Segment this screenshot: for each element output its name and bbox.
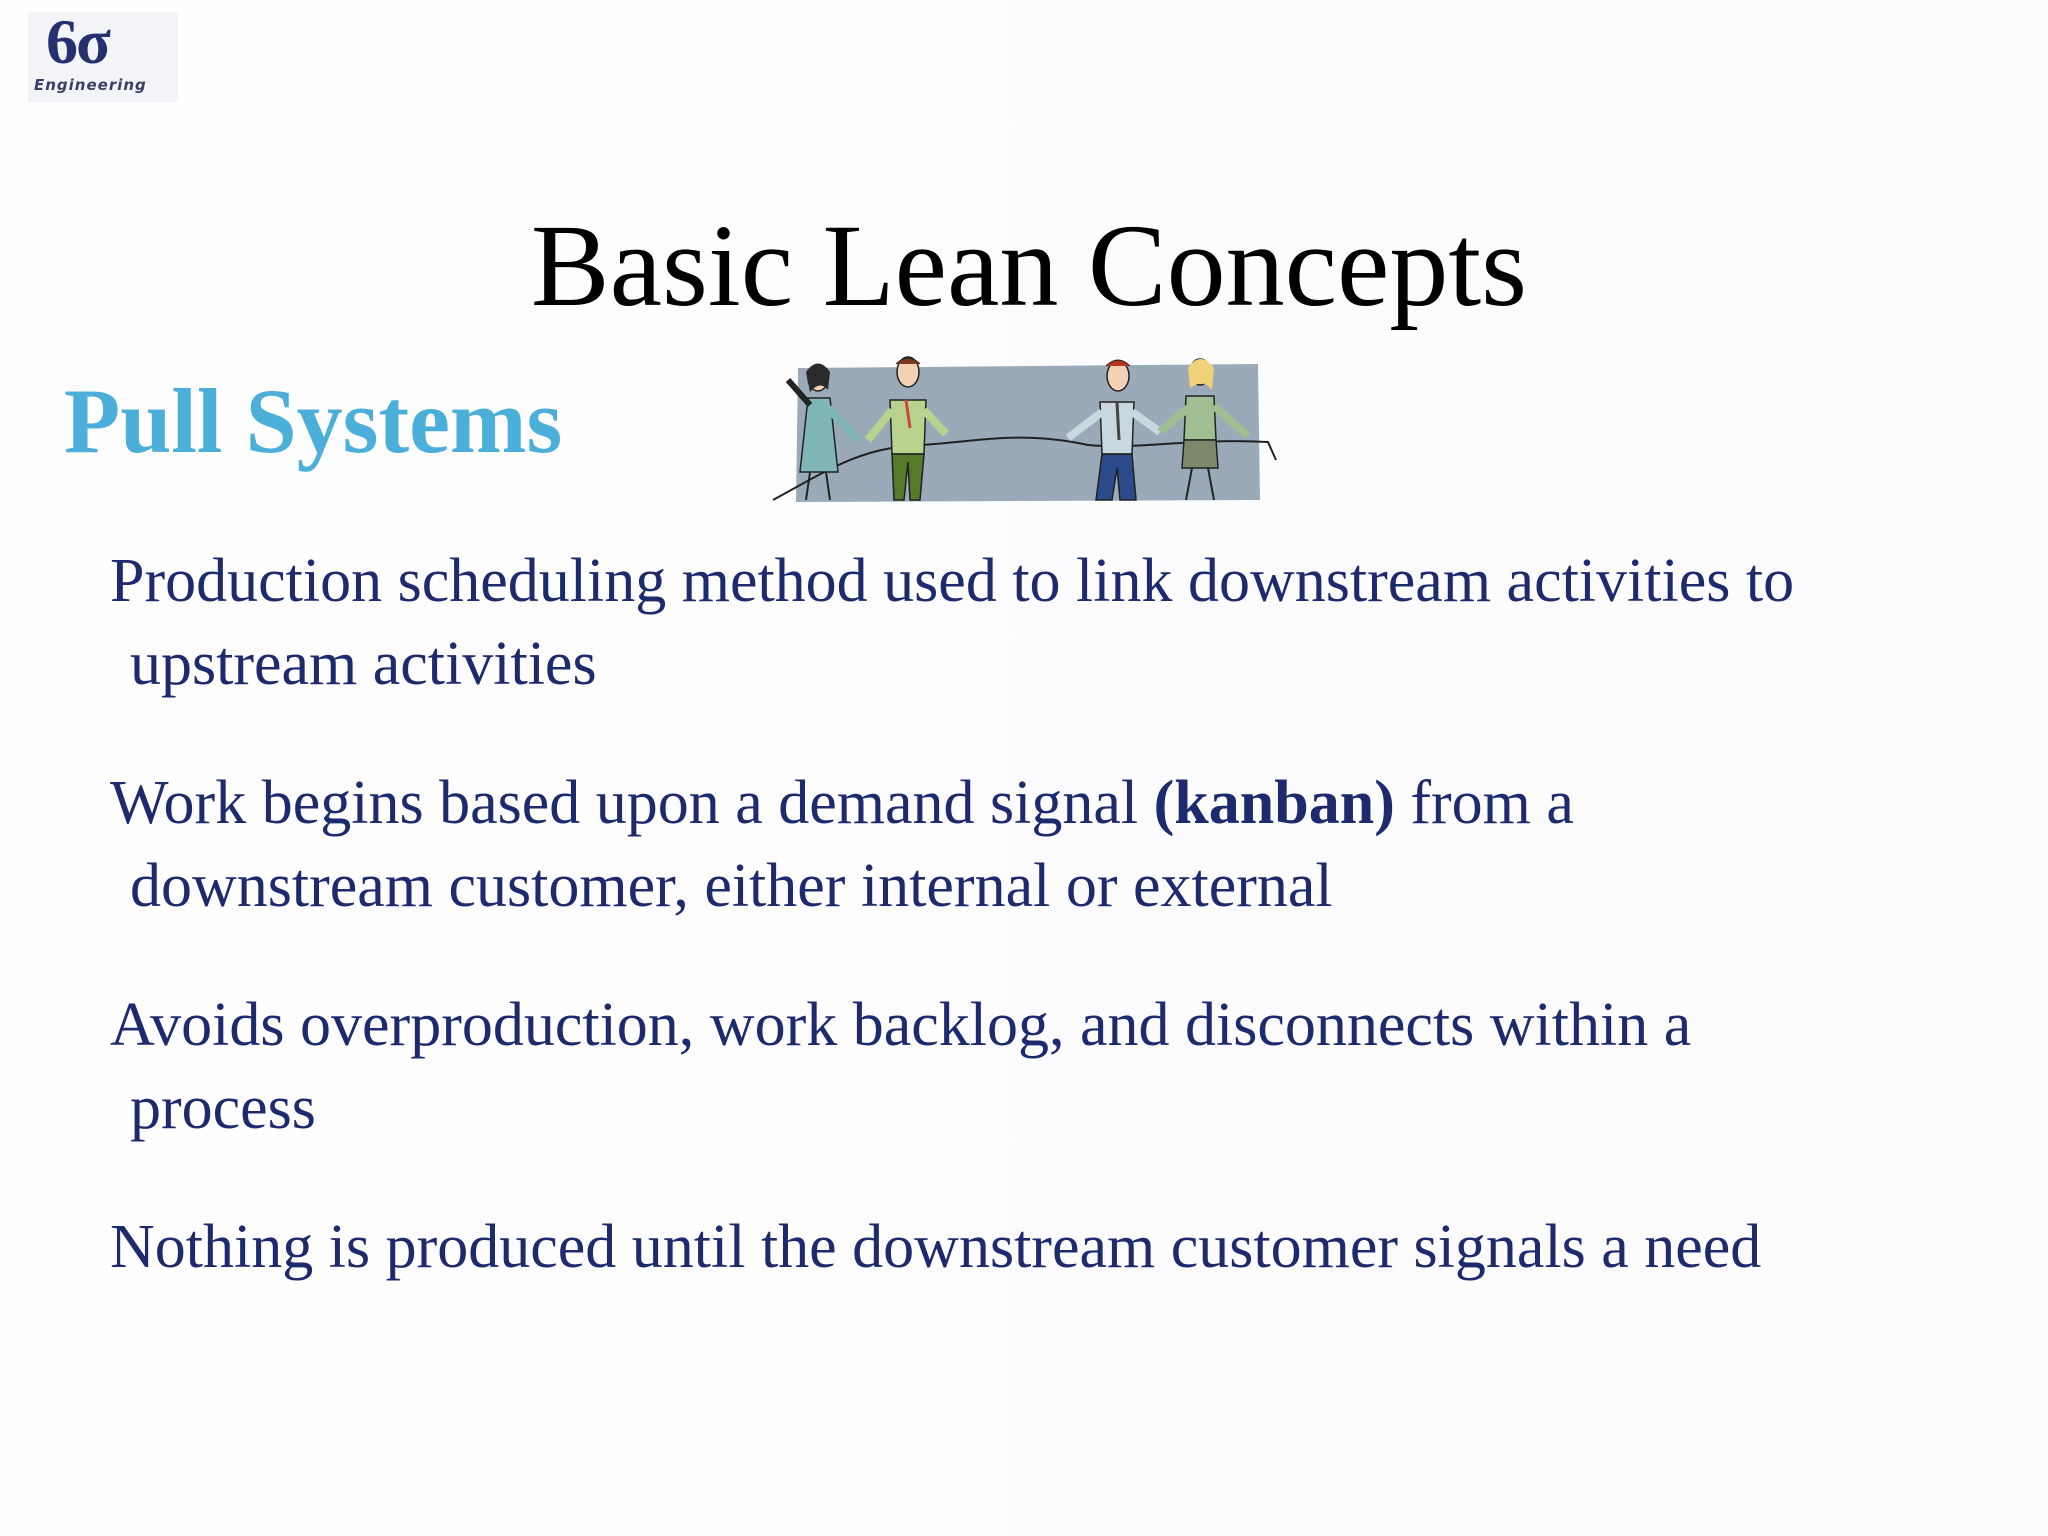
bullet-item: [110, 540, 2010, 706]
bullet-line: downstream customer, either internal or external: [130, 852, 1333, 920]
kanban-term: (kanban): [1153, 769, 1395, 837]
slide-title: Basic Lean Concepts: [530, 200, 1528, 331]
logo-subtitle: Engineering: [34, 76, 147, 94]
bullet-line: process: [130, 1074, 316, 1142]
bullet-line: Avoids overproduction, work backlog, and disconnects within a: [110, 991, 1692, 1059]
bullet-line: Work begins based upon a demand signal: [110, 769, 1154, 837]
section-heading: Pull Systems: [64, 370, 563, 472]
tug-of-war-illustration: [768, 350, 1288, 510]
bullet-item: [110, 1206, 2010, 1289]
bullet-line: from a: [1394, 769, 1574, 837]
company-logo: [28, 6, 178, 102]
bullet-line: Production scheduling method used to link downstream activities to: [110, 547, 1795, 615]
bullet-line: Nothing is produced until the downstream customer signals a need: [110, 1213, 1762, 1281]
bullet-line: upstream activities: [130, 630, 597, 698]
six-sigma-logo-mark: 6σ: [46, 6, 109, 77]
bullet-list: [110, 540, 2010, 1345]
bullet-item: [110, 762, 2010, 928]
bullet-item: [110, 984, 2010, 1150]
